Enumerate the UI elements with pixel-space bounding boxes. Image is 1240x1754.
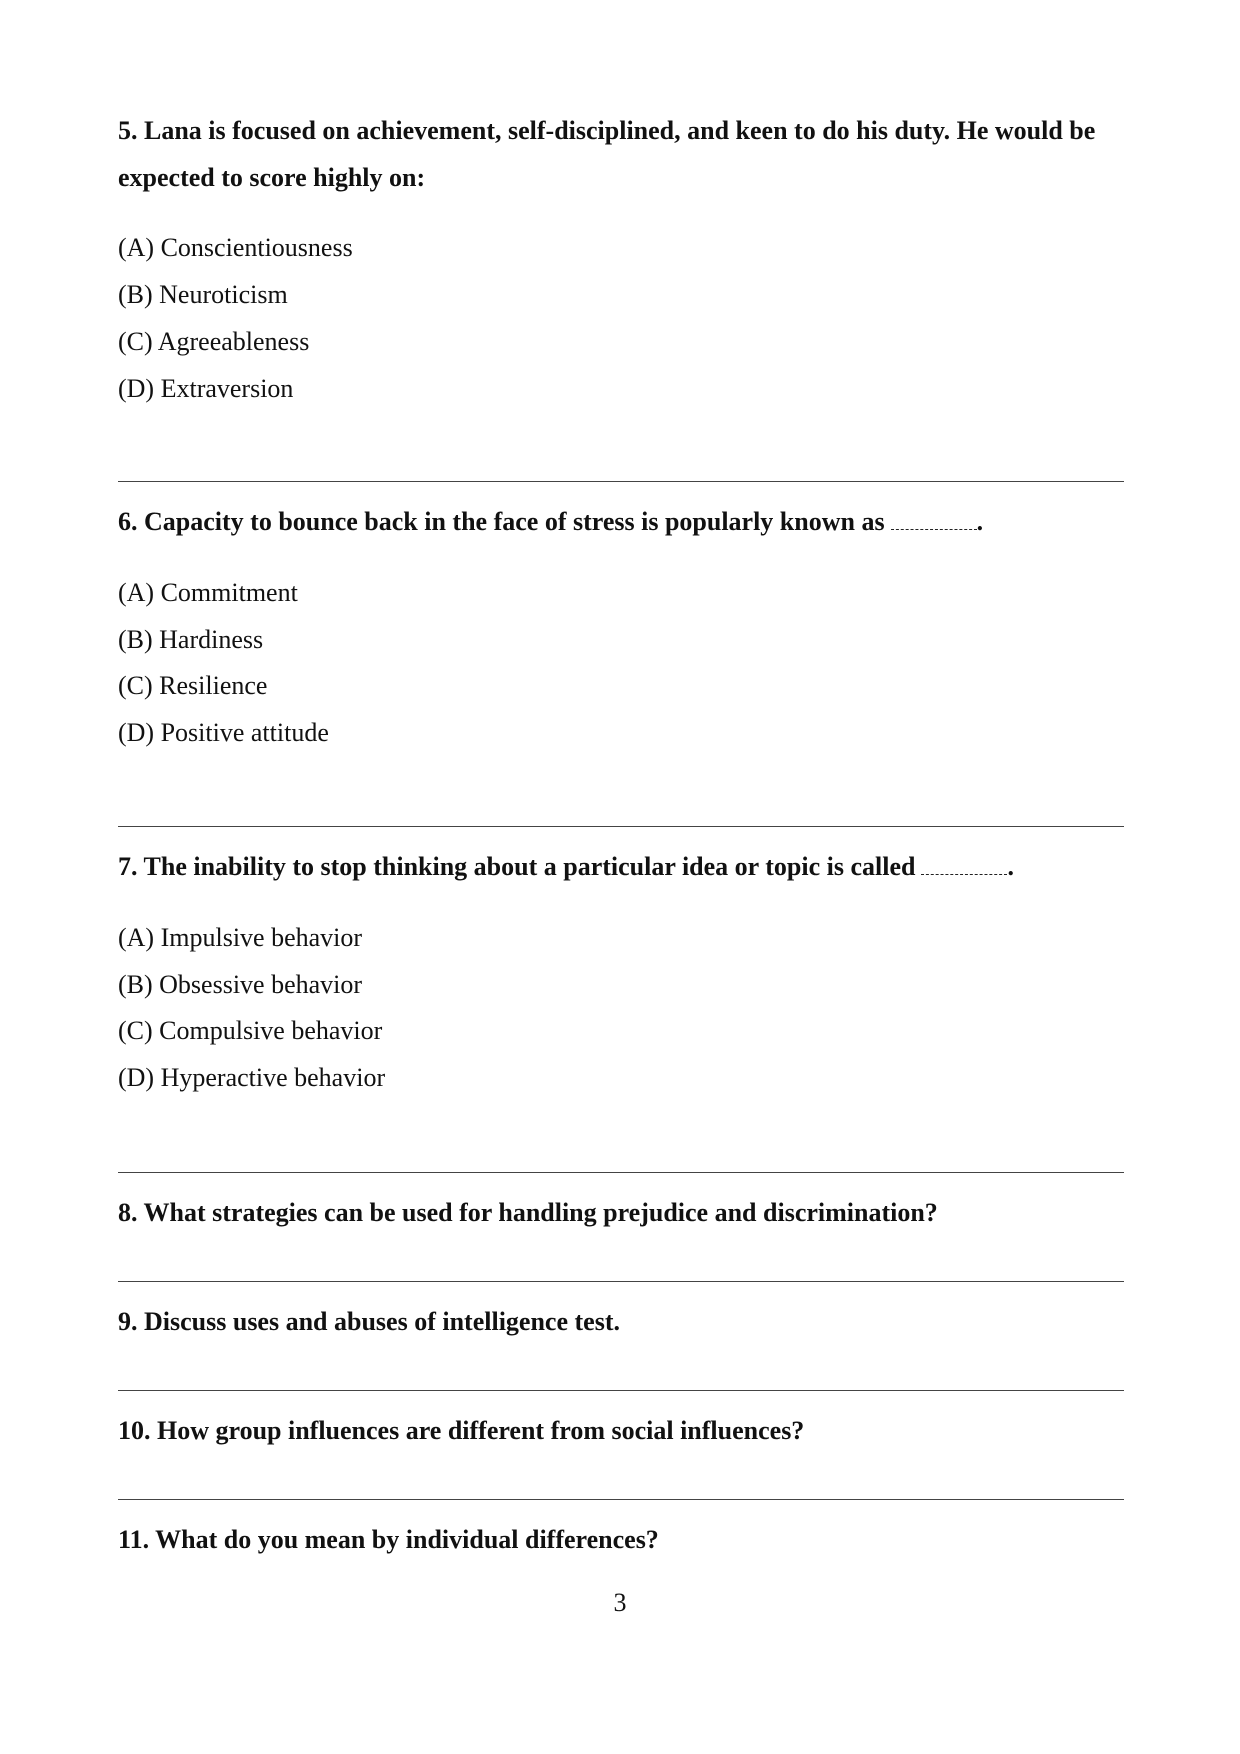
option-b: (B) Hardiness	[118, 625, 264, 654]
divider	[118, 1499, 1124, 1500]
option-d: (D) Positive attitude	[118, 718, 329, 747]
question-text: Capacity to bounce back in the face of stress is popularly known as	[144, 507, 885, 536]
question-text: What do you mean by individual differences?	[155, 1525, 659, 1554]
option-d: (D) Hyperactive behavior	[118, 1063, 386, 1092]
option-c: (C) Resilience	[118, 671, 268, 700]
question-number: 11.	[118, 1525, 150, 1554]
question-number: 6.	[118, 507, 138, 536]
option-a: (A) Impulsive behavior	[118, 923, 363, 952]
question-number: 9.	[118, 1307, 138, 1336]
question-5	[118, 107, 1128, 201]
question-end-punctuation: .	[976, 507, 984, 536]
divider	[118, 1172, 1124, 1173]
divider	[118, 1390, 1124, 1391]
option-a: (A) Conscientiousness	[118, 233, 353, 262]
question-number: 7.	[118, 852, 138, 881]
fill-in-blank	[891, 515, 977, 530]
question-text: What strategies can be used for handling prejudice and discrimination?	[143, 1198, 938, 1227]
question-number: 10.	[118, 1416, 151, 1445]
question-text: How group influences are different from social influences?	[157, 1416, 805, 1445]
question-number: 8.	[118, 1198, 138, 1227]
question-text: The inability to stop thinking about a particular idea or topic is called	[143, 852, 916, 881]
question-number: 5.	[118, 116, 138, 145]
question-7	[118, 843, 1128, 890]
page-number: 3	[613, 1588, 627, 1617]
divider	[118, 1281, 1124, 1282]
option-b: (B) Neuroticism	[118, 280, 288, 309]
question-10	[118, 1407, 1128, 1454]
question-8	[118, 1189, 1128, 1236]
divider	[118, 481, 1124, 482]
divider	[118, 826, 1124, 827]
question-9	[118, 1298, 1128, 1345]
question-end-punctuation: .	[1007, 852, 1014, 881]
question-text: Discuss uses and abuses of intelligence test.	[144, 1307, 620, 1336]
option-c: (C) Compulsive behavior	[118, 1016, 383, 1045]
option-d: (D) Extraversion	[118, 374, 294, 403]
option-b: (B) Obsessive behavior	[118, 970, 363, 999]
option-c: (C) Agreeableness	[118, 327, 310, 356]
fill-in-blank	[921, 860, 1007, 875]
question-6	[118, 498, 1128, 545]
option-a: (A) Commitment	[118, 578, 298, 607]
question-11	[118, 1516, 1128, 1563]
question-text: Lana is focused on achievement, self-disciplined, and keen to do his duty. He would be expected to score highly on:	[118, 116, 1096, 192]
